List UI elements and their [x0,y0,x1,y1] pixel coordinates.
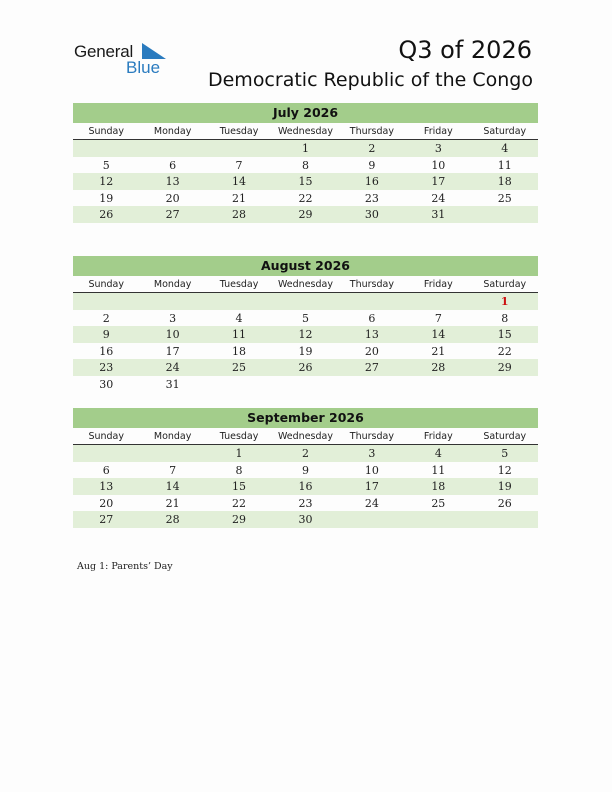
day-cell: 29 [497,361,512,375]
day-cell: 9 [368,158,376,172]
day-cell [206,293,272,310]
day-cell [405,293,471,310]
month-title: August 2026 [73,256,538,276]
day-cell: 3 [434,142,442,155]
weekday-label: Wednesday [277,126,333,137]
day-cell: 17 [431,175,446,189]
day-cell: 9 [301,463,309,477]
day-cell: 8 [501,311,509,325]
day-cell: 1 [235,447,243,460]
weekday-label: Wednesday [277,431,333,442]
logo-word-blue: Blue [126,58,161,77]
day-cell: 11 [497,158,512,172]
month-calendar [73,408,538,528]
day-cell: 1 [301,142,309,155]
day-cell: 7 [434,311,442,325]
day-cell: 13 [165,175,180,189]
day-cell: 24 [431,191,446,205]
week-row [73,359,538,376]
country-name: Democratic Republic of the Congo [207,69,533,91]
day-cell: 6 [169,158,177,172]
day-cell: 19 [298,344,313,358]
day-cell: 12 [497,463,512,477]
day-cell: 24 [364,496,379,510]
day-cell: 29 [298,208,313,222]
weekday-label: Friday [423,431,453,442]
day-cell [339,376,405,393]
week-row [73,206,538,223]
day-cell: 15 [232,480,247,494]
weekday-header-row [73,276,538,293]
day-cell [206,140,272,157]
day-cell: 14 [232,175,247,189]
day-cell: 27 [99,513,114,527]
weekday-label: Saturday [483,126,527,137]
day-cell: 10 [364,463,379,477]
day-cell: 16 [99,344,114,358]
day-cell: 3 [368,447,376,460]
day-cell [272,293,338,310]
day-cell: 8 [301,158,309,172]
day-cell: 19 [99,191,114,205]
week-row [73,157,538,174]
day-cell: 20 [364,344,379,358]
day-cell: 13 [99,480,114,494]
day-cell: 17 [165,344,180,358]
weekday-label: Thursday [349,126,394,137]
day-cell: 14 [431,328,446,342]
day-cell: 31 [165,377,180,391]
day-cell: 25 [497,191,512,205]
weekday-label: Saturday [483,279,527,290]
weekday-label: Tuesday [219,431,259,442]
day-cell: 10 [431,158,446,172]
month-title: July 2026 [73,103,538,123]
day-cell: 30 [99,377,114,391]
triangle-flag-icon [142,43,166,59]
week-row [73,293,538,310]
month-title: September 2026 [73,408,538,428]
day-cell [73,445,139,462]
day-cell: 21 [165,496,180,510]
day-cell: 5 [102,158,110,172]
weekday-label: Thursday [349,279,394,290]
day-cell: 23 [364,191,379,205]
day-cell: 11 [431,463,446,477]
day-cell [139,293,205,310]
day-cell: 2 [301,447,309,460]
week-row [73,495,538,512]
day-cell: 20 [165,191,180,205]
day-cell: 23 [99,361,114,375]
weekday-label: Monday [153,431,192,442]
day-cell [139,140,205,157]
day-cell: 26 [298,361,313,375]
day-cell: 18 [431,480,446,494]
day-cell [73,140,139,157]
holiday-notes [77,561,173,572]
day-cell: 17 [364,480,379,494]
day-cell [472,206,538,223]
day-cell: 28 [232,208,247,222]
day-cell: 22 [497,344,512,358]
week-row [73,343,538,360]
generalblue-logo [74,42,174,78]
weekday-label: Sunday [88,279,124,290]
day-cell [472,376,538,393]
week-row [73,478,538,495]
day-cell [73,293,139,310]
day-cell: 20 [99,496,114,510]
day-cell [472,511,538,528]
day-cell: 24 [165,361,180,375]
day-cell: 14 [165,480,180,494]
day-cell: 4 [501,142,509,155]
day-cell [206,376,272,393]
day-cell [339,511,405,528]
week-row [73,310,538,327]
page-title: Q3 of 2026 [398,36,532,64]
day-cell: 27 [364,361,379,375]
day-cell: 11 [232,328,247,342]
day-cell: 27 [165,208,180,222]
week-row [73,326,538,343]
day-cell: 9 [102,328,110,342]
day-cell: 6 [102,463,110,477]
day-cell: 12 [298,328,313,342]
week-row [73,462,538,479]
weekday-header-row [73,123,538,140]
day-cell: 2 [102,311,110,325]
day-cell: 26 [497,496,512,510]
day-cell: 30 [364,208,379,222]
day-cell: 13 [364,328,379,342]
month-calendar [73,256,538,393]
day-cell: 31 [431,208,446,222]
week-row [73,140,538,157]
day-cell: 5 [301,311,309,325]
weekday-label: Tuesday [219,126,259,137]
day-cell [405,376,471,393]
weekday-label: Monday [153,279,192,290]
weekday-label: Sunday [88,126,124,137]
day-cell: 18 [232,344,247,358]
day-cell: 30 [298,513,313,527]
day-cell: 25 [232,361,247,375]
day-cell: 21 [431,344,446,358]
day-cell: 8 [235,463,243,477]
day-cell: 15 [298,175,313,189]
day-cell: 16 [364,175,379,189]
day-cell: 19 [497,480,512,494]
holiday-note: Aug 1: Parents’ Day [77,561,173,572]
weekday-label: Friday [423,279,453,290]
day-cell: 21 [232,191,247,205]
day-cell: 7 [235,158,243,172]
day-cell: 1 [500,295,509,308]
weekday-label: Saturday [483,431,527,442]
day-cell: 4 [235,311,243,325]
logo-word-general: General [74,42,134,61]
day-cell: 3 [169,311,177,325]
weekday-header-row [73,428,538,445]
day-cell: 6 [368,311,376,325]
week-row [73,445,538,462]
weekday-label: Sunday [88,431,124,442]
weekday-label: Wednesday [277,279,333,290]
day-cell: 15 [497,328,512,342]
weekday-label: Thursday [349,431,394,442]
day-cell [272,376,338,393]
day-cell: 2 [368,142,376,155]
day-cell: 22 [298,191,313,205]
weekday-label: Monday [153,126,192,137]
day-cell [139,445,205,462]
day-cell: 16 [298,480,313,494]
day-cell: 28 [165,513,180,527]
day-cell: 7 [169,463,177,477]
day-cell: 4 [434,447,442,460]
week-row [73,376,538,393]
month-calendar [73,103,538,223]
day-cell: 18 [497,175,512,189]
weekday-label: Tuesday [219,279,259,290]
day-cell: 10 [165,328,180,342]
day-cell: 5 [501,447,509,460]
day-cell: 28 [431,361,446,375]
week-row [73,511,538,528]
day-cell: 22 [232,496,247,510]
week-row [73,190,538,207]
day-cell: 29 [232,513,247,527]
day-cell: 23 [298,496,313,510]
day-cell [339,293,405,310]
day-cell: 25 [431,496,446,510]
week-row [73,173,538,190]
day-cell: 12 [99,175,114,189]
weekday-label: Friday [423,126,453,137]
day-cell [405,511,471,528]
day-cell: 26 [99,208,114,222]
